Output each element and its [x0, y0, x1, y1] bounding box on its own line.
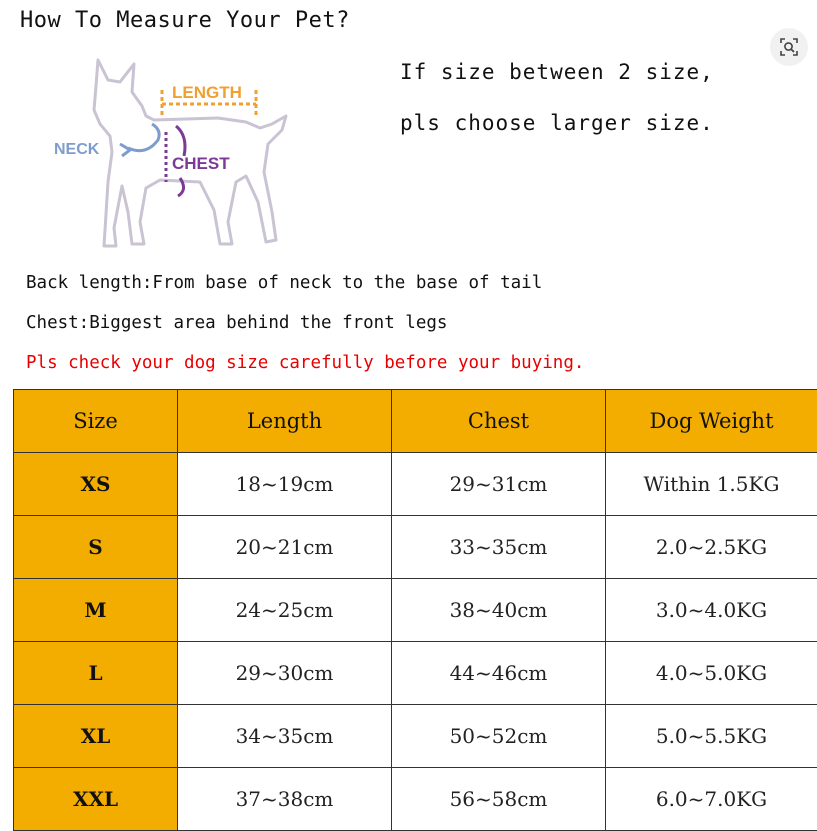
image-search-button[interactable] — [770, 28, 808, 66]
length-label: LENGTH — [172, 83, 242, 102]
chest-cell: 38~40cm — [392, 579, 606, 642]
header-chest: Chest — [392, 390, 606, 453]
weight-cell: 5.0~5.5KG — [606, 705, 817, 768]
neck-label: NECK — [54, 141, 100, 158]
header-dog-weight: Dog Weight — [606, 390, 817, 453]
size-cell: S — [14, 516, 178, 579]
size-cell: XXL — [14, 768, 178, 831]
chest-cell: 33~35cm — [392, 516, 606, 579]
size-chart-table — [13, 389, 817, 831]
weight-cell: 2.0~2.5KG — [606, 516, 817, 579]
size-cell: M — [14, 579, 178, 642]
table-row — [14, 453, 817, 516]
header-length: Length — [178, 390, 392, 453]
table-row — [14, 705, 817, 768]
table-header-row — [14, 390, 817, 453]
size-cell: XL — [14, 705, 178, 768]
measure-diagram — [50, 52, 300, 252]
table-row — [14, 768, 817, 831]
table-row — [14, 642, 817, 705]
length-cell: 29~30cm — [178, 642, 392, 705]
chest-cell: 44~46cm — [392, 642, 606, 705]
chest-definition: Chest:Biggest area behind the front legs — [26, 313, 447, 333]
size-note-line2: pls choose larger size. — [400, 111, 714, 135]
table-row — [14, 516, 817, 579]
weight-cell: 3.0~4.0KG — [606, 579, 817, 642]
back-length-definition: Back length:From base of neck to the base of tail — [26, 273, 542, 293]
length-cell: 37~38cm — [178, 768, 392, 831]
size-cell: XS — [14, 453, 178, 516]
length-cell: 34~35cm — [178, 705, 392, 768]
page-title: How To Measure Your Pet? — [20, 8, 350, 33]
weight-cell: 6.0~7.0KG — [606, 768, 817, 831]
header-size: Size — [14, 390, 178, 453]
image-search-icon — [779, 37, 799, 57]
length-cell: 24~25cm — [178, 579, 392, 642]
weight-cell: Within 1.5KG — [606, 453, 817, 516]
chest-cell: 56~58cm — [392, 768, 606, 831]
table-row — [14, 579, 817, 642]
chest-label: CHEST — [172, 154, 230, 173]
size-warning: Pls check your dog size carefully before your buying. — [26, 353, 584, 373]
length-cell: 18~19cm — [178, 453, 392, 516]
chest-cell: 29~31cm — [392, 453, 606, 516]
size-note-line1: If size between 2 size, — [400, 60, 714, 84]
chest-cell: 50~52cm — [392, 705, 606, 768]
weight-cell: 4.0~5.0KG — [606, 642, 817, 705]
length-cell: 20~21cm — [178, 516, 392, 579]
size-cell: L — [14, 642, 178, 705]
